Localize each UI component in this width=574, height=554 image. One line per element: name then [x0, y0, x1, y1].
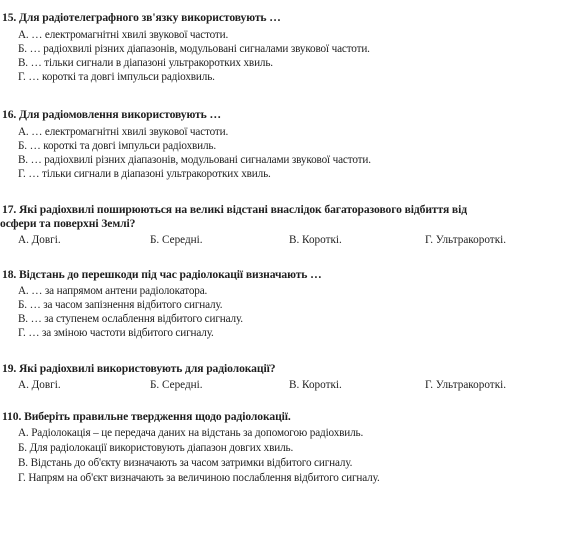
option-c: В. Короткі.	[289, 379, 342, 391]
option-a: А. … електромагнітні хвилі звукової частоти.	[18, 29, 229, 41]
question-number: 18.	[2, 268, 19, 281]
question-19	[2, 362, 275, 376]
option-d: Г. Ультракороткі.	[425, 379, 507, 391]
question-15	[2, 11, 281, 25]
option-a: А. Довгі.	[18, 234, 61, 246]
question-text-line1: Які радіохвилі поширюються на великі відстані внаслідок багаторазового відбиття від	[19, 203, 467, 216]
option-d: Г. Напрям на об'єкт визначають за величиною послаблення відбитого сигналу.	[18, 472, 380, 484]
question-number: 17.	[2, 203, 19, 216]
question-110	[2, 410, 291, 424]
option-c: В. … за ступенем ослаблення відбитого сигналу.	[18, 313, 243, 325]
question-text: Для радіомовлення використовують …	[19, 108, 221, 121]
option-b: Б. Середні.	[150, 379, 203, 391]
option-d: Г. … короткі та довгі імпульси радіохвиль.	[18, 71, 215, 83]
question-18	[2, 268, 322, 282]
question-number: 16.	[2, 108, 19, 121]
option-b: Б. Середні.	[150, 234, 203, 246]
question-text: Для радіотелеграфного зв'язку використовують …	[19, 11, 281, 24]
question-text: Виберіть правильне твердження щодо радіолокації.	[24, 410, 291, 423]
question-17-continuation: осфери та поверхні Землі?	[0, 217, 136, 230]
question-number: 19.	[2, 362, 19, 375]
question-number: 110.	[2, 410, 25, 423]
option-a: А. Радіолокація – це передача даних на відстань за допомогою радіохвиль.	[18, 427, 364, 439]
option-d: Г. Ультракороткі.	[425, 234, 507, 246]
option-c: В. Короткі.	[289, 234, 342, 246]
option-b: Б. … за часом запізнення відбитого сигналу.	[18, 299, 223, 311]
option-c: В. … тільки сигнали в діапазоні ультракоротких хвиль.	[18, 57, 273, 69]
question-number: 15.	[2, 11, 19, 24]
option-b: Б. … короткі та довгі імпульси радіохвиль.	[18, 140, 217, 152]
option-a: А. … за напрямом антени радіолокатора.	[18, 285, 208, 297]
question-text: Відстань до перешкоди під час радіолокації визначають …	[19, 268, 322, 281]
option-a: А. … електромагнітні хвилі звукової частоти.	[18, 126, 229, 138]
option-c: В. Відстань до об'єкту визначають за часом затримки відбитого сигналу.	[18, 457, 353, 469]
option-a: А. Довгі.	[18, 379, 61, 391]
option-d: Г. … за зміною частоти відбитого сигналу.	[18, 327, 214, 339]
option-c: В. … радіохвилі різних діапазонів, модульовані сигналами звукової частоти.	[18, 154, 371, 166]
option-b: Б. … радіохвилі різних діапазонів, модульовані сигналами звукової частоти.	[18, 43, 370, 55]
option-d: Г. … тільки сигнали в діапазоні ультракоротких хвиль.	[18, 168, 271, 180]
question-17	[2, 203, 467, 217]
option-b: Б. Для радіолокації використовують діапазон довгих хвиль.	[18, 442, 294, 454]
question-16	[2, 108, 221, 122]
question-text: Які радіохвилі використовують для радіолокації?	[19, 362, 276, 375]
